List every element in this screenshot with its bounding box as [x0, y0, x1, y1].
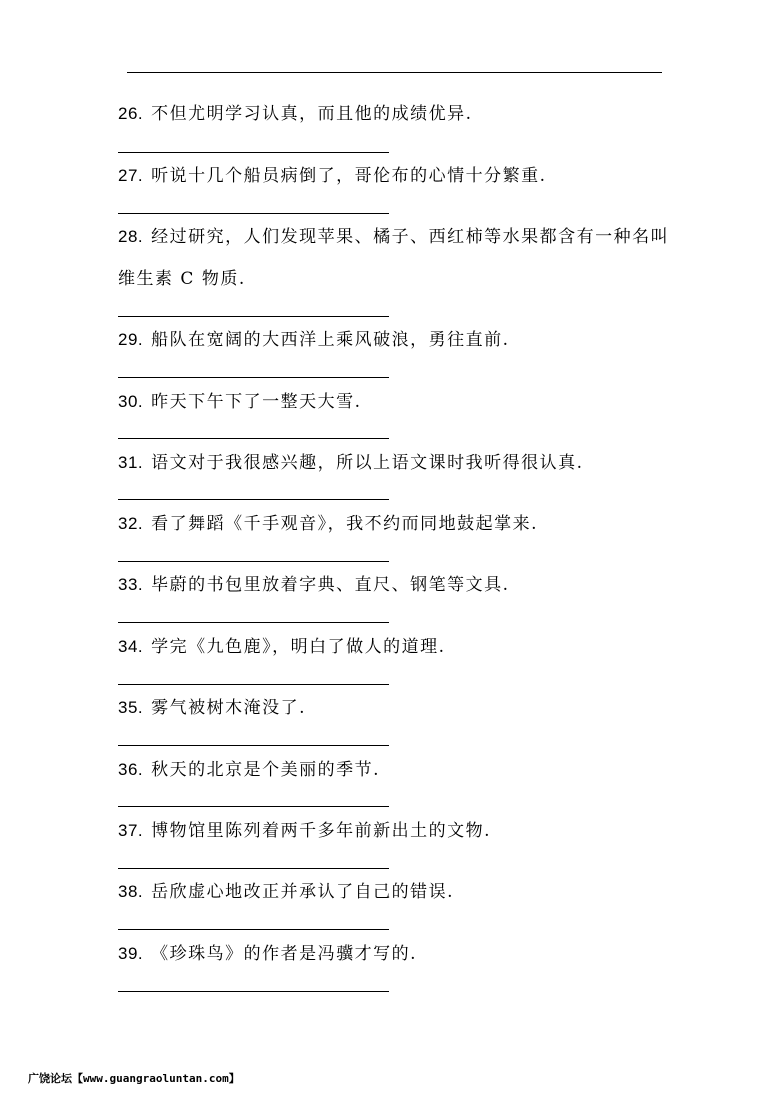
question-text: 经过研究，人们发现苹果、橘子、西红柿等水果都含有一种名叫	[151, 227, 670, 247]
question-31	[118, 453, 678, 473]
question-number: 30.	[118, 392, 144, 411]
answer-line-29	[118, 377, 389, 378]
question-number: 33.	[118, 575, 144, 594]
question-number: 35.	[118, 698, 144, 717]
answer-line-39	[118, 991, 389, 992]
question-39	[118, 944, 678, 964]
question-27	[118, 166, 678, 186]
question-32	[118, 514, 678, 534]
footer-brand: 广饶论坛	[28, 1072, 72, 1085]
question-26	[118, 104, 678, 124]
question-number: 26.	[118, 104, 144, 123]
answer-line-32	[118, 561, 389, 562]
question-38	[118, 882, 678, 902]
question-text: 看了舞蹈《千手观音》，我不约而同地鼓起掌来.	[151, 514, 539, 534]
answer-line-27	[118, 213, 389, 214]
question-37	[118, 821, 678, 841]
answer-line-30	[118, 438, 389, 439]
question-text: 博物馆里陈列着两千多年前新出土的文物.	[151, 821, 492, 841]
question-text: 《珍珠鸟》的作者是冯骥才写的.	[151, 944, 418, 964]
answer-line-28	[118, 316, 389, 317]
question-text: 毕蔚的书包里放着字典、直尺、钢笔等文具.	[151, 575, 510, 595]
question-text: 学完《九色鹿》，明白了做人的道理.	[151, 637, 446, 657]
answer-line-33	[118, 622, 389, 623]
answer-line-26	[118, 152, 389, 153]
question-number: 37.	[118, 821, 144, 840]
question-33	[118, 575, 678, 595]
answer-line-35	[118, 745, 389, 746]
question-text: 岳欣虚心地改正并承认了自己的错误.	[151, 882, 455, 902]
question-34	[118, 637, 678, 657]
footer-bracket-close: 】	[228, 1072, 240, 1085]
question-text: 昨天下午下了一整天大雪.	[151, 392, 362, 412]
question-number: 32.	[118, 514, 144, 533]
question-35	[118, 698, 678, 718]
question-text: 语文对于我很感兴趣，所以上语文课时我听得很认真.	[151, 453, 584, 473]
question-number: 34.	[118, 637, 144, 656]
question-text: 不但尤明学习认真，而且他的成绩优异.	[151, 104, 473, 124]
answer-line-37	[118, 868, 389, 869]
footer-watermark	[28, 1072, 240, 1086]
question-number: 31.	[118, 453, 144, 472]
question-number: 29.	[118, 330, 144, 349]
answer-line-34	[118, 684, 389, 685]
footer-site-link[interactable]: www.guangraoluntan.com	[83, 1072, 229, 1085]
footer-bracket-open: 【	[72, 1072, 83, 1085]
answer-line-31	[118, 499, 389, 500]
question-number: 39.	[118, 944, 144, 963]
question-36	[118, 760, 678, 780]
question-number: 38.	[118, 882, 144, 901]
question-29	[118, 330, 678, 350]
question-text: 听说十几个船员病倒了，哥伦布的心情十分繁重.	[151, 166, 547, 186]
question-30	[118, 392, 678, 412]
question-text: 船队在宽阔的大西洋上乘风破浪，勇往直前.	[151, 330, 510, 350]
answer-line-36	[118, 806, 389, 807]
question-text-continued: 维生素 C 物质.	[118, 269, 246, 289]
answer-line-38	[118, 929, 389, 930]
question-number: 28.	[118, 227, 144, 246]
question-number: 27.	[118, 166, 144, 185]
question-text: 雾气被树木淹没了.	[151, 698, 307, 718]
question-number: 36.	[118, 760, 144, 779]
question-text: 秋天的北京是个美丽的季节.	[151, 760, 381, 780]
question-28	[118, 227, 678, 289]
top-answer-line	[127, 72, 662, 73]
